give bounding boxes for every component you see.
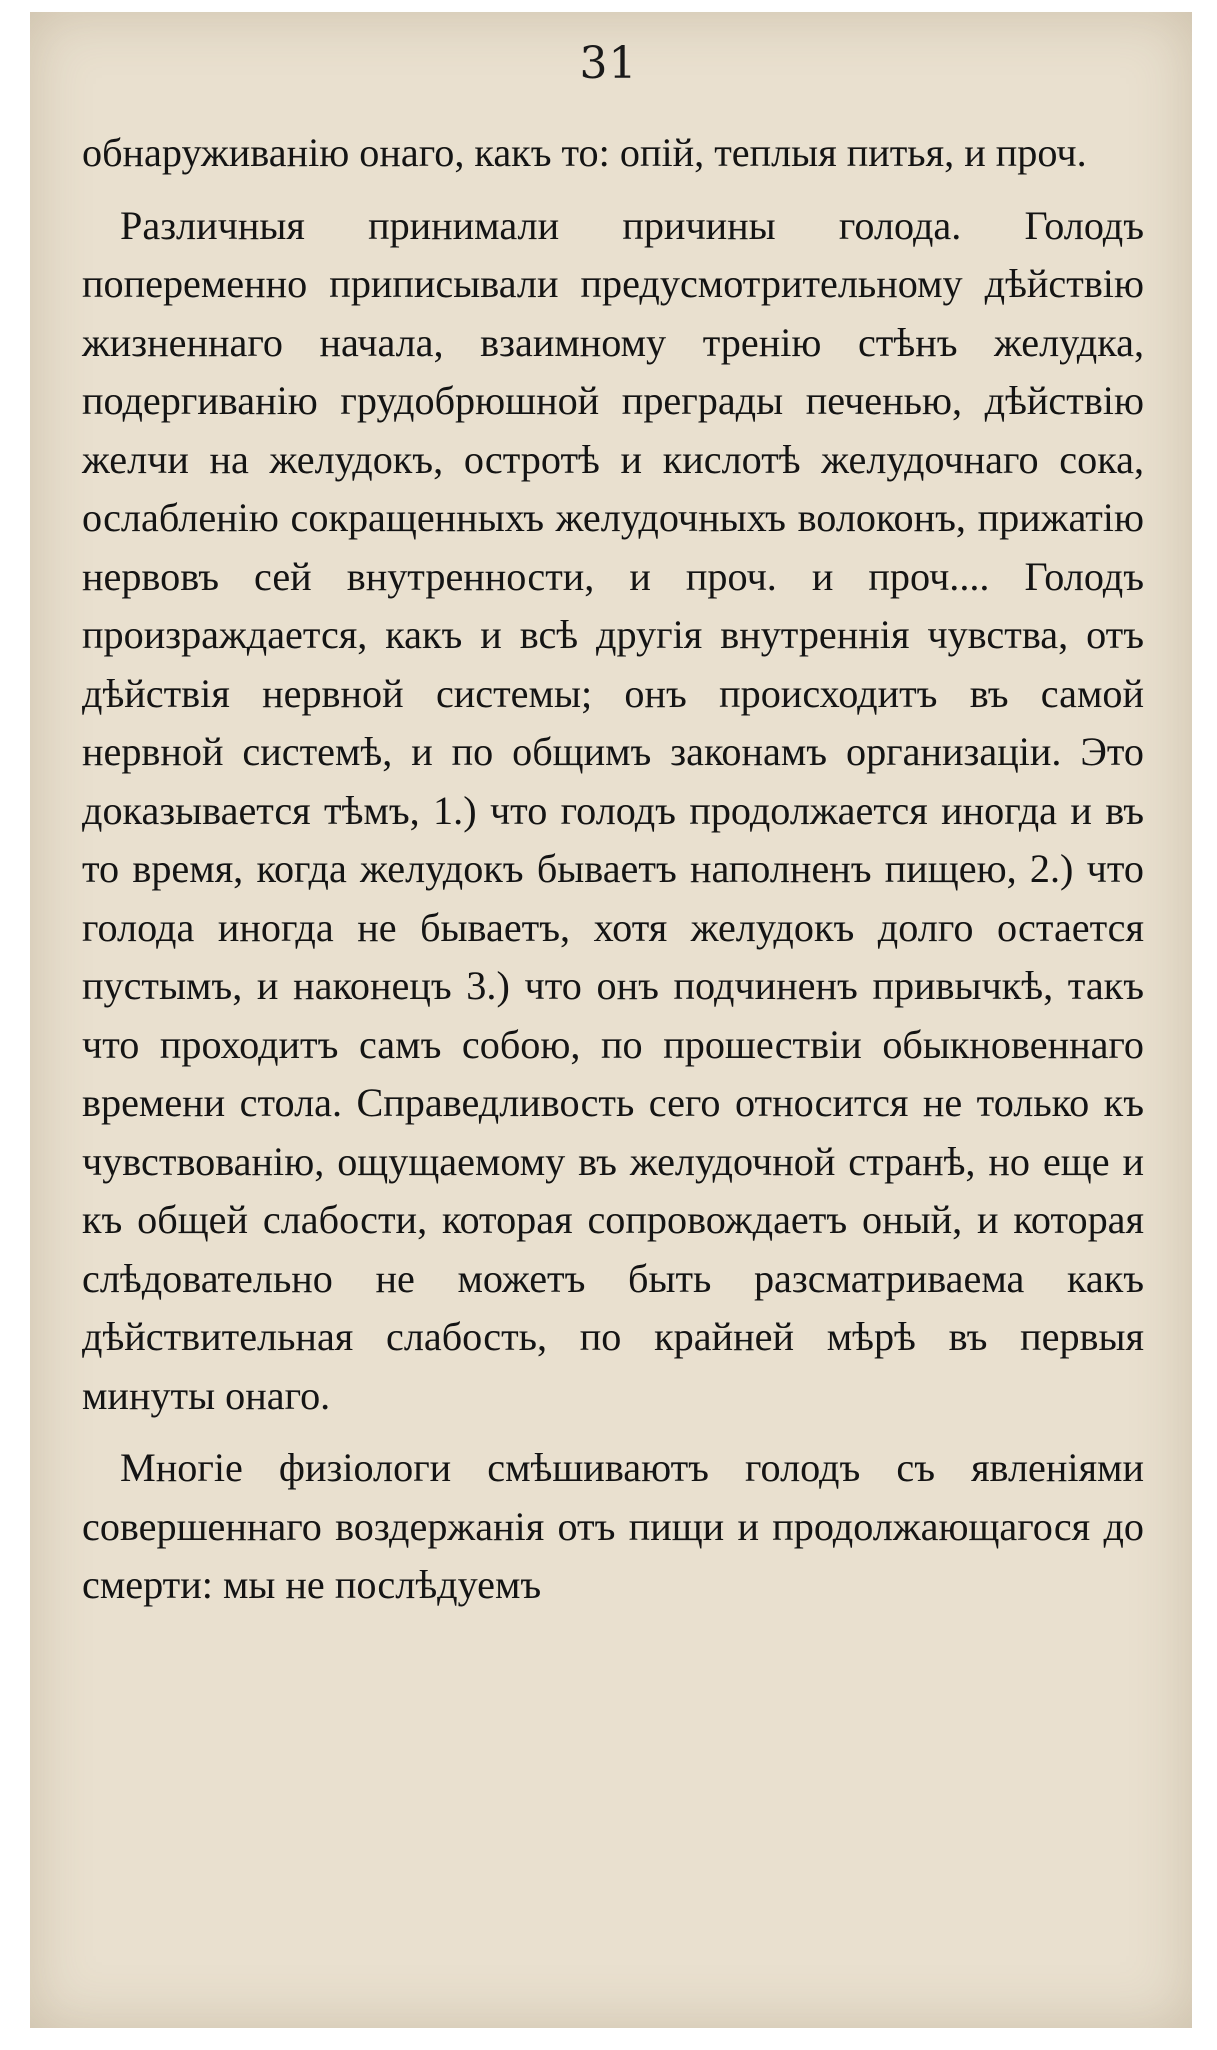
paragraph-causes-of-hunger: Различныя принимали причины голода. Голодъ попеременно приписывали предусмотрительному дѣйствію жизненнаго начала, взаимному тренію стѣнъ желудка, подергиванію грудобрюшной преграды печенью, дѣйствію желчи на желудокъ, остротѣ и кислотѣ желудочнаго сока, ослабленію сокращенныхъ желудочныхъ волоконъ, прижатію нервовъ сей внутренности, и проч. и проч.... Голодъ произраждается, какъ и всѣ другія внутреннія чувства, отъ дѣйствія нервной системы; онъ происходитъ въ самой нервной системѣ, и по общимъ законамъ организаціи. Это доказывается тѣмъ, 1.) что голодъ продолжается иногда и въ то время, когда желудокъ бываетъ наполненъ пищею, 2.) что голода иногда не бываетъ, хотя желудокъ долго остается пустымъ, и наконецъ 3.) что онъ подчиненъ привычкѣ, такъ что проходитъ самъ собою, по прошествіи обыкновеннаго времени стола. Справедливость сего относится не только къ чувствованію, ощущаемому въ желудочной странѣ, но еще и къ общей слабости, которая сопровождаетъ оный, и которая слѣдовательно не можетъ быть разсматриваема какъ дѣйствительная слабость, по крайней мѣрѣ въ первыя минуты онаго. (82, 202, 1144, 1418)
paragraph-physiologists: Многіе физіологи смѣшиваютъ голодъ съ явленіями совершеннаго воздержанія отъ пищи и продолжающагося до смерти: мы не послѣдуемъ (82, 1445, 1144, 1607)
paragraph-continuation: обнаруживанію онаго, какъ то: опій, теплыя питья, и проч. (82, 130, 1087, 175)
body-text (82, 124, 1144, 1615)
page-number: 31 (579, 38, 638, 89)
